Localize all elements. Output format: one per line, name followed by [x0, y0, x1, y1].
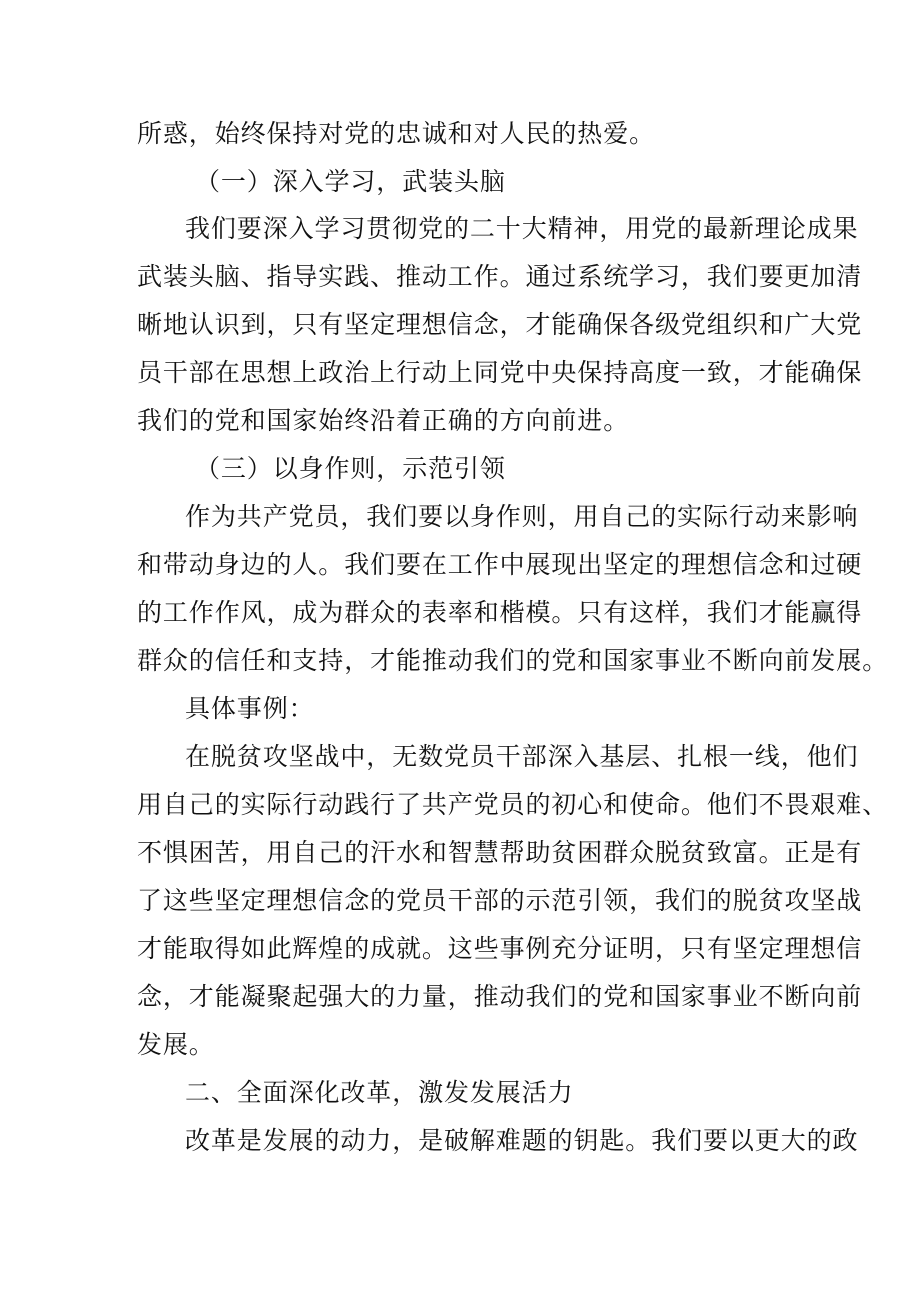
paragraph-line-study-4: 员干部在思想上政治上行动上同党中央保持高度一致，才能确保	[137, 358, 863, 387]
paragraph-line-case-5: 才能取得如此辉煌的成就。这些事例充分证明，只有坚定理想信	[137, 934, 863, 963]
paragraph-line-study-5: 我们的党和国家始终沿着正确的方向前进。	[137, 406, 630, 435]
label-specific-cases: 具体事例：	[185, 694, 315, 723]
paragraph-line-example-1: 作为共产党员，我们要以身作则，用自己的实际行动来影响	[185, 502, 859, 531]
paragraph-line-study-2: 武装头脑、指导实践、推动工作。通过系统学习，我们要更加清	[137, 262, 863, 291]
paragraph-line-case-7: 发展。	[137, 1030, 215, 1059]
section-heading-reform: 二、全面深化改革，激发发展活力	[185, 1078, 574, 1107]
paragraph-line-case-4: 了这些坚定理想信念的党员干部的示范引领，我们的脱贫攻坚战	[137, 886, 863, 915]
paragraph-line-example-4: 群众的信任和支持，才能推动我们的党和国家事业不断向前发展。	[137, 646, 889, 675]
paragraph-line-case-1: 在脱贫攻坚战中，无数党员干部深入基层、扎根一线，他们	[185, 742, 859, 771]
paragraph-line-continuation: 所惑，始终保持对党的忠诚和对人民的热爱。	[137, 119, 656, 148]
paragraph-line-case-6: 念，才能凝聚起强大的力量，推动我们的党和国家事业不断向前	[137, 982, 863, 1011]
paragraph-line-example-2: 和带动身边的人。我们要在工作中展现出坚定的理想信念和过硬	[137, 550, 863, 579]
paragraph-line-case-3: 不惧困苦，用自己的汗水和智慧帮助贫困群众脱贫致富。正是有	[137, 838, 863, 867]
subheading-deep-study: （一）深入学习，武装头脑	[195, 167, 506, 196]
paragraph-line-reform-1: 改革是发展的动力，是破解难题的钥匙。我们要以更大的政	[185, 1126, 859, 1155]
subheading-lead-by-example: （三）以身作则，示范引领	[195, 454, 506, 483]
paragraph-line-study-3: 晰地认识到，只有坚定理想信念，才能确保各级党组织和广大党	[137, 310, 863, 339]
paragraph-line-example-3: 的工作作风，成为群众的表率和楷模。只有这样，我们才能赢得	[137, 598, 863, 627]
paragraph-line-study-1: 我们要深入学习贯彻党的二十大精神，用党的最新理论成果	[185, 214, 859, 243]
paragraph-line-case-2: 用自己的实际行动践行了共产党员的初心和使命。他们不畏艰难、	[137, 790, 889, 819]
